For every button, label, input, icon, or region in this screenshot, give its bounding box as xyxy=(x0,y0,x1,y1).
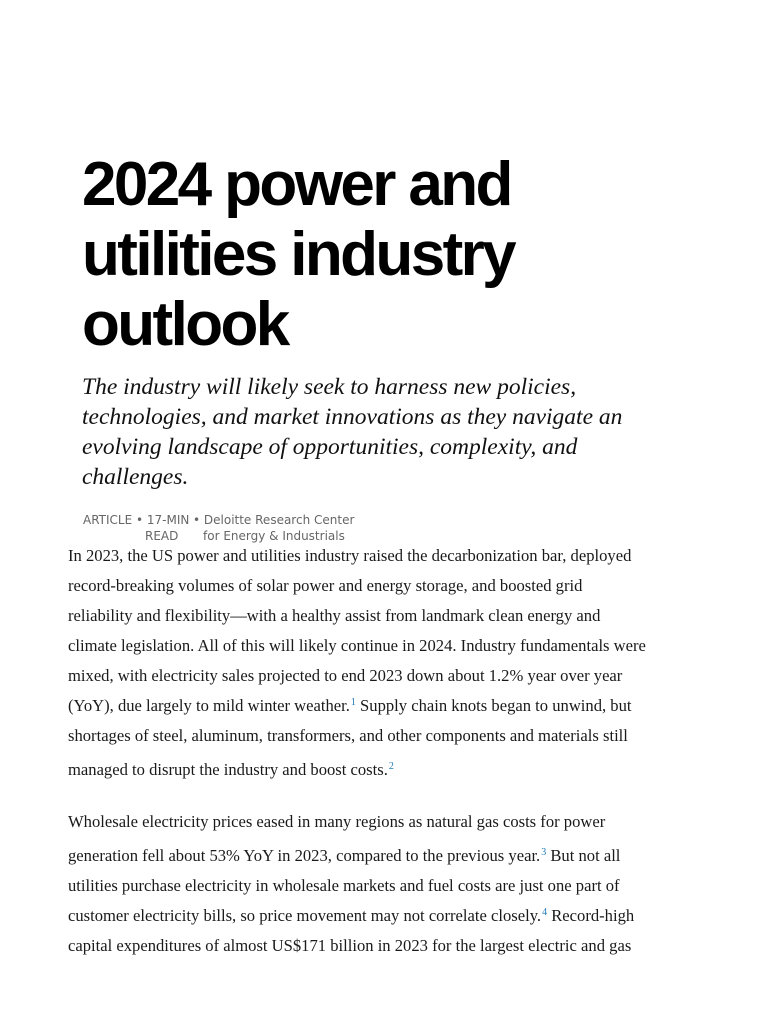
article-title xyxy=(82,150,642,360)
line-text: (YoY), due largely to mild winter weather. xyxy=(68,696,350,715)
footnote-link-1[interactable]: 1 xyxy=(350,697,356,708)
footnote-link-2[interactable]: 2 xyxy=(388,761,394,772)
title-line: utilities industry xyxy=(82,220,515,289)
line-text: customer electricity bills, so price movement may not correlate closely. xyxy=(68,906,542,925)
paragraph-line: record-breaking volumes of solar power and energy storage, and boosted grid xyxy=(68,576,583,595)
footnote-link-4[interactable]: 4 xyxy=(542,907,548,918)
paragraph-line xyxy=(68,906,634,926)
line-text: But not all xyxy=(546,846,621,865)
paragraph-line: reliability and flexibility—with a healthy assist from landmark clean energy and xyxy=(68,606,601,625)
paragraph-line: utilities purchase electricity in wholesale markets and fuel costs are just one part of xyxy=(68,876,620,895)
title-line: outlook xyxy=(82,290,288,359)
author-line[interactable]: for Energy & Industrials xyxy=(203,529,345,543)
article-author[interactable] xyxy=(193,512,354,544)
article-type xyxy=(83,512,189,544)
title-line: 2024 power and xyxy=(82,150,511,219)
line-text: generation fell about 53% YoY in 2023, compared to the previous year. xyxy=(68,846,541,865)
paragraph-line xyxy=(68,846,620,866)
subtitle-line: The industry will likely seek to harness new policies, xyxy=(82,374,577,400)
subtitle-line: technologies, and market innovations as they navigate an xyxy=(82,404,623,430)
line-text: Record-high xyxy=(547,906,635,925)
paragraph-line xyxy=(68,696,632,716)
paragraph-line: capital expenditures of almost US$171 billion in 2023 for the largest electric and gas xyxy=(68,936,632,955)
paragraph-line xyxy=(68,760,394,780)
paragraph-line: shortages of steel, aluminum, transformers, and other components and materials still xyxy=(68,726,628,745)
paragraph-line: mixed, with electricity sales projected to end 2023 down about 1.2% year over year xyxy=(68,666,623,685)
footnote-link-3[interactable]: 3 xyxy=(541,847,547,858)
paragraph-line: In 2023, the US power and utilities industry raised the decarbonization bar, deployed xyxy=(68,546,632,565)
paragraph-line: Wholesale electricity prices eased in many regions as natural gas costs for power xyxy=(68,812,606,831)
line-text: managed to disrupt the industry and boost costs. xyxy=(68,760,388,779)
line-text: Supply chain knots began to unwind, but xyxy=(355,696,632,715)
article-subtitle xyxy=(82,372,682,492)
subtitle-line: evolving landscape of opportunities, complexity, and xyxy=(82,434,578,460)
article-type-line: ARTICLE • 17-MIN xyxy=(83,513,190,527)
subtitle-line: challenges. xyxy=(82,464,189,490)
author-line[interactable]: • Deloitte Research Center xyxy=(193,513,355,527)
paragraph-line: climate legislation. All of this will likely continue in 2024. Industry fundamentals were xyxy=(68,636,646,655)
article-type-line: READ xyxy=(145,529,179,543)
